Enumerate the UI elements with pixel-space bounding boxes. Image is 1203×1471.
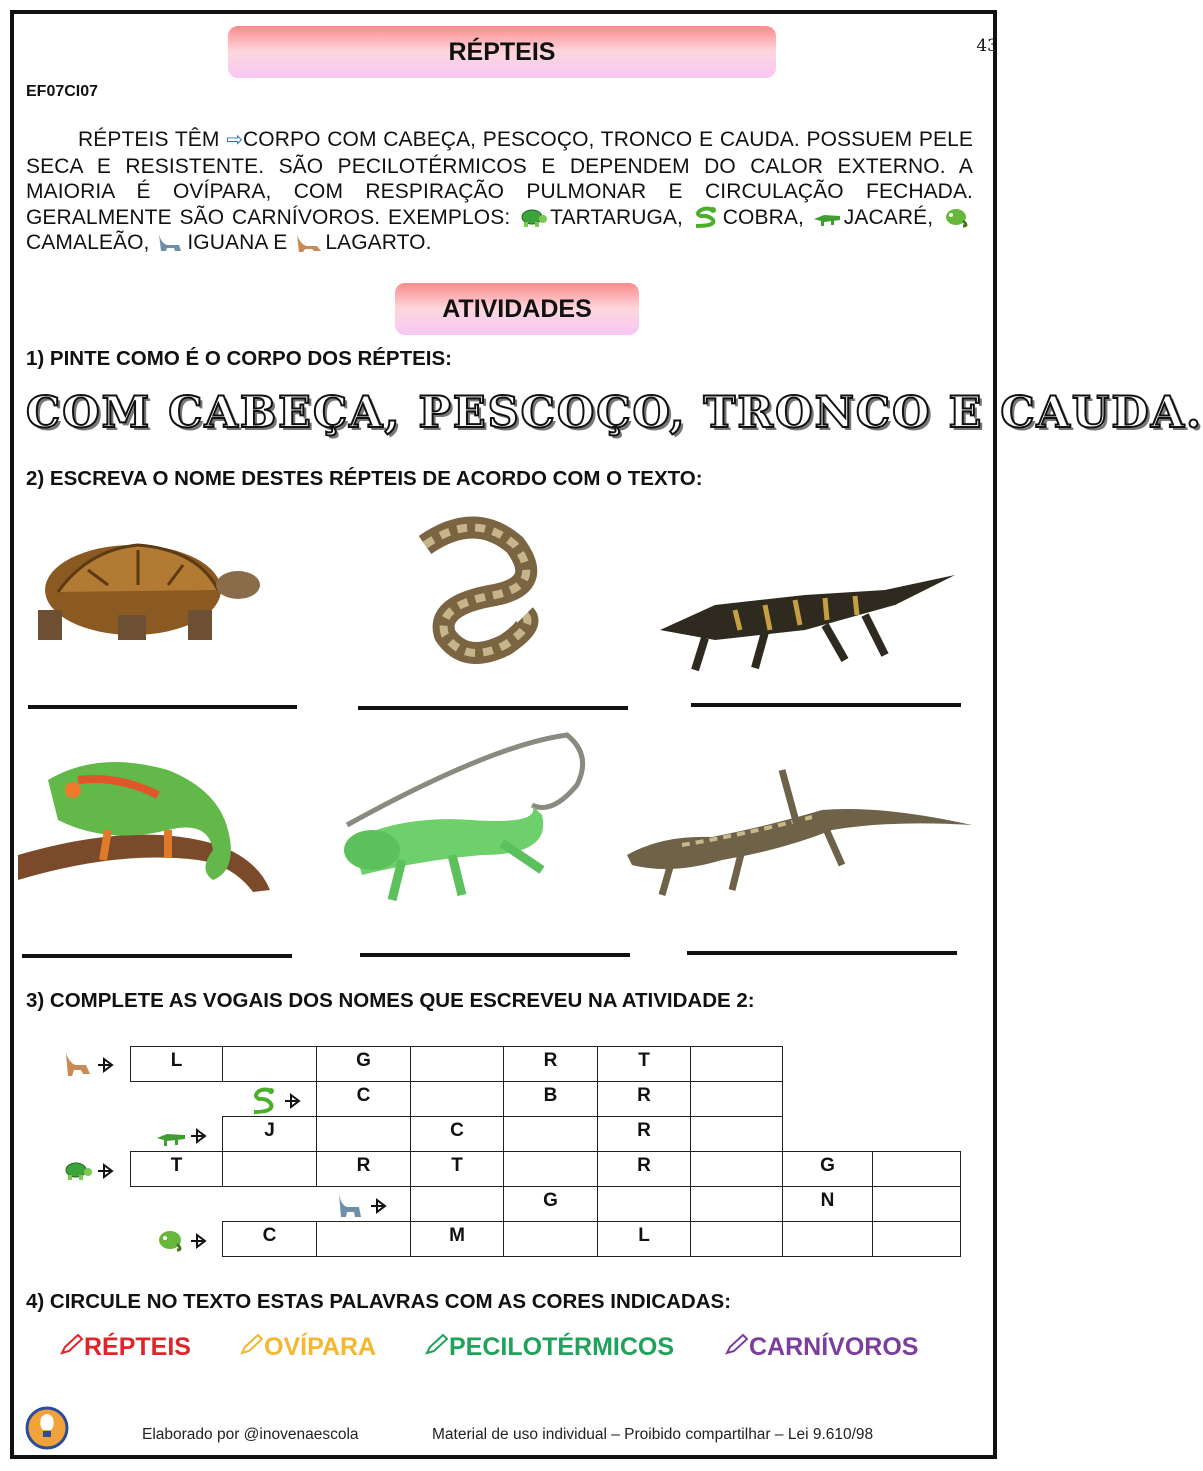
answer-line-turtle[interactable] — [28, 705, 297, 709]
grid-cell[interactable] — [410, 1186, 504, 1222]
grid-cell[interactable] — [410, 1046, 504, 1082]
curriculum-code: EF07CI07 — [26, 83, 99, 100]
page-title: RÉPTEIS — [228, 26, 776, 78]
question-3: 3) COMPLETE AS VOGAIS DOS NOMES QUE ESCREVEU NA ATIVIDADE 2: — [26, 989, 755, 1012]
grid-cell[interactable]: R — [597, 1116, 691, 1152]
school-logo-icon — [25, 1406, 69, 1450]
word-repteis: RÉPTEIS — [60, 1333, 191, 1362]
paragraph-text-start: RÉPTEIS TÊM — [78, 128, 227, 151]
grid-cell[interactable]: C — [410, 1116, 504, 1152]
answer-line-chameleon[interactable] — [22, 954, 292, 958]
grid-cell[interactable] — [503, 1221, 598, 1257]
grid-cell[interactable] — [690, 1116, 783, 1152]
lizard-emoji-icon — [293, 231, 323, 253]
word-pecilotermicos: PECILOTÉRMICOS — [425, 1333, 674, 1362]
paragraph-text-body: CORPO COM CABEÇA, PESCOÇO, TRONCO E CAUDA. POSSUEM PELE SECA E RESISTENTE. SÃO PECILOTÉRMICOS E DEPENDEM DO CALOR EXTERNO. A MAIORIA É OVÍPARA, COM RESPIRAÇÃO PULMONAR E CIRCULAÇÃO FECHADA. GERALMENTE SÃO CARNÍVOROS. EXEMPLOS: — [26, 128, 973, 229]
grid-cell[interactable]: C — [222, 1221, 317, 1257]
grid-cell[interactable] — [597, 1186, 691, 1222]
footer-notice: Material de uso individual – Proibido compartilhar – Lei 9.610/98 — [432, 1426, 874, 1443]
word-ovipara: OVÍPARA — [240, 1333, 376, 1362]
example-chameleon: CAMALEÃO, — [26, 231, 156, 254]
grid-cell[interactable]: G — [503, 1186, 598, 1222]
grid-cell[interactable]: T — [597, 1046, 691, 1082]
grid-cell[interactable] — [872, 1186, 961, 1222]
grid-cell[interactable] — [316, 1116, 411, 1152]
grid-cell[interactable] — [222, 1046, 317, 1082]
turtle-row-icon — [62, 1156, 122, 1186]
lizard-picture — [622, 765, 977, 910]
grid-cell[interactable]: R — [597, 1151, 691, 1187]
example-turtle: TARTARUGA, — [550, 205, 691, 229]
grid-cell[interactable]: L — [597, 1221, 691, 1257]
snake-picture — [395, 515, 555, 665]
sauropod-row-icon — [335, 1191, 395, 1221]
grid-cell[interactable]: R — [597, 1081, 691, 1117]
example-iguana: IGUANA E — [187, 231, 294, 254]
grid-cell[interactable] — [503, 1151, 598, 1187]
chameleon-emoji-icon — [941, 206, 971, 228]
grid-cell[interactable]: T — [410, 1151, 504, 1187]
activities-title: ATIVIDADES — [395, 283, 639, 335]
grid-cell[interactable]: B — [503, 1081, 598, 1117]
crocodile-emoji-icon — [812, 206, 842, 228]
grid-cell[interactable] — [410, 1081, 504, 1117]
grid-cell[interactable]: R — [503, 1046, 598, 1082]
pencil-red-icon — [60, 1333, 84, 1355]
pencil-green-icon — [425, 1333, 449, 1355]
grid-cell[interactable] — [690, 1151, 783, 1187]
grid-cell[interactable] — [690, 1081, 783, 1117]
grid-cell[interactable] — [690, 1046, 783, 1082]
intro-paragraph — [26, 127, 973, 256]
turtle-picture — [28, 530, 263, 645]
grid-cell[interactable]: R — [316, 1151, 411, 1187]
example-alligator: JACARÉ, — [843, 205, 941, 229]
sauropod-emoji-icon — [155, 231, 185, 253]
grid-cell[interactable] — [316, 1221, 411, 1257]
grid-cell[interactable]: L — [130, 1046, 223, 1082]
grid-cell[interactable] — [690, 1221, 783, 1257]
grid-cell[interactable]: G — [782, 1151, 873, 1187]
answer-line-alligator[interactable] — [691, 703, 961, 707]
answer-line-snake[interactable] — [358, 706, 628, 710]
lizard-row-icon — [62, 1050, 122, 1080]
grid-cell[interactable]: T — [130, 1151, 223, 1187]
page-number: 43 — [976, 36, 998, 56]
grid-cell[interactable]: C — [316, 1081, 411, 1117]
example-lizard: LAGARTO. — [325, 231, 432, 254]
body-parts-outlined-text[interactable]: COM CABEÇA, PESCOÇO, TRONCO E CAUDA. — [26, 388, 1203, 438]
pencil-purple-icon — [725, 1333, 749, 1355]
word-carnivoros: CARNÍVOROS — [725, 1333, 918, 1362]
grid-cell[interactable] — [690, 1186, 783, 1222]
grid-cell[interactable] — [872, 1221, 961, 1257]
grid-cell[interactable] — [503, 1116, 598, 1152]
question-2: 2) ESCREVA O NOME DESTES RÉPTEIS DE ACORDO COM O TEXTO: — [26, 467, 703, 490]
question-1: 1) PINTE COMO É O CORPO DOS RÉPTEIS: — [26, 347, 452, 370]
footer-author: Elaborado por @inovenaescola — [142, 1426, 359, 1443]
grid-cell[interactable] — [782, 1221, 873, 1257]
grid-cell[interactable]: G — [316, 1046, 411, 1082]
chameleon-row-icon — [155, 1226, 215, 1256]
answer-line-lizard[interactable] — [687, 951, 957, 955]
grid-cell[interactable]: M — [410, 1221, 504, 1257]
iguana-picture — [342, 725, 592, 910]
alligator-picture — [655, 560, 960, 675]
question-4: 4) CIRCULE NO TEXTO ESTAS PALAVRAS COM AS CORES INDICADAS: — [26, 1290, 732, 1313]
turtle-emoji-icon — [518, 206, 548, 228]
grid-cell[interactable] — [872, 1151, 961, 1187]
grid-cell[interactable] — [222, 1151, 317, 1187]
snake-emoji-icon — [691, 206, 721, 228]
arrow-right-icon: ⇨ — [226, 129, 244, 151]
crocodile-row-icon — [155, 1121, 215, 1151]
chameleon-picture — [18, 750, 273, 895]
pencil-yellow-icon — [240, 1333, 264, 1355]
answer-line-iguana[interactable] — [360, 953, 630, 957]
snake-row-icon — [249, 1086, 309, 1116]
grid-cell[interactable]: J — [222, 1116, 317, 1152]
grid-cell[interactable]: N — [782, 1186, 873, 1222]
example-snake: COBRA, — [722, 205, 812, 229]
